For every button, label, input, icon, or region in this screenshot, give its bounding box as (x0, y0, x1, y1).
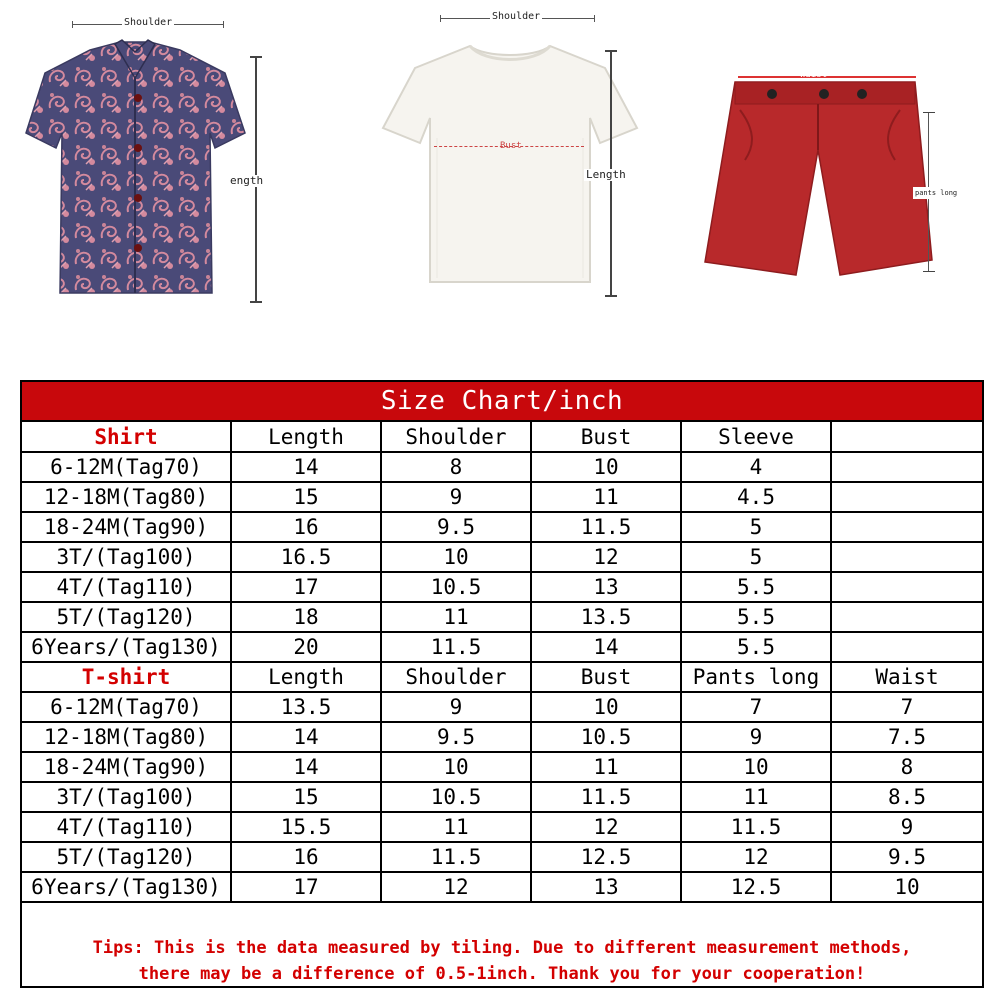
table-cell: 14 (231, 752, 381, 782)
tshirt-illustration (375, 38, 645, 288)
table-cell: 12 (681, 842, 831, 872)
table-cell: 14 (531, 632, 681, 662)
column-header: Shoulder (381, 422, 531, 452)
table-cell: 9.5 (381, 722, 531, 752)
table-row (22, 842, 982, 872)
table-cell: 9 (381, 692, 531, 722)
table-cell: 7 (681, 692, 831, 722)
tshirt-bust-label: Bust (500, 141, 522, 151)
size-label-cell: 5T/(Tag120) (22, 602, 231, 632)
table-row (22, 482, 982, 512)
table-cell: 17 (231, 572, 381, 602)
table-cell: 10 (381, 752, 531, 782)
size-chart-title-bar (22, 382, 982, 422)
table-cell: 10 (831, 872, 982, 902)
table-cell: 13 (531, 872, 681, 902)
table-row (22, 572, 982, 602)
table-cell: 18 (231, 602, 381, 632)
table-row (22, 752, 982, 782)
table-cell: 16 (231, 842, 381, 872)
table-cell: 11.5 (681, 812, 831, 842)
shorts-pantslong-label: pants long (915, 189, 958, 197)
table-cell: 10 (381, 542, 531, 572)
column-header: Pants long (681, 662, 831, 692)
table-cell (831, 452, 982, 482)
table-cell: 5.5 (681, 632, 831, 662)
table-cell: 4 (681, 452, 831, 482)
size-label-cell: 12-18M(Tag80) (22, 482, 231, 512)
table-cell: 5.5 (681, 602, 831, 632)
table-cell: 9.5 (831, 842, 982, 872)
shorts-illustration (700, 70, 935, 290)
table-cell: 13.5 (531, 602, 681, 632)
shirt-length-label: ength (230, 174, 264, 187)
size-label-cell: 12-18M(Tag80) (22, 722, 231, 752)
table-cell: 11 (381, 812, 531, 842)
table-cell: 12.5 (531, 842, 681, 872)
table-cell: 11.5 (531, 512, 681, 542)
column-header: Waist (831, 662, 982, 692)
table-row (22, 452, 982, 482)
table-cell: 16 (231, 512, 381, 542)
table-cell: 11 (381, 602, 531, 632)
table-cell: 13.5 (231, 692, 381, 722)
table-cell: 5 (681, 512, 831, 542)
table-cell: 16.5 (231, 542, 381, 572)
table-cell (831, 572, 982, 602)
size-label-cell: 6-12M(Tag70) (22, 452, 231, 482)
table-cell: 11.5 (381, 842, 531, 872)
table-cell: 17 (231, 872, 381, 902)
shorts-waist-label: Waist (800, 70, 828, 80)
table-cell: 13 (531, 572, 681, 602)
table-cell: 11 (531, 752, 681, 782)
size-table (22, 422, 982, 903)
table-row (22, 782, 982, 812)
table-cell (831, 512, 982, 542)
column-header: Length (231, 662, 381, 692)
size-label-cell: 3T/(Tag100) (22, 542, 231, 572)
table-cell: 15.5 (231, 812, 381, 842)
size-chart (20, 380, 984, 988)
table-cell: 10.5 (381, 782, 531, 812)
column-header: Bust (531, 422, 681, 452)
table-cell: 12 (381, 872, 531, 902)
table-cell: 8 (381, 452, 531, 482)
column-header: Length (231, 422, 381, 452)
table-cell: 9 (831, 812, 982, 842)
table-cell: 15 (231, 482, 381, 512)
shirt-shoulder-label: Shoulder (124, 17, 173, 28)
shirt-section-label: Shirt (22, 422, 231, 452)
table-cell: 11.5 (531, 782, 681, 812)
table-cell: 15 (231, 782, 381, 812)
table-cell (831, 602, 982, 632)
size-label-cell: 6Years/(Tag130) (22, 872, 231, 902)
tips-line-2: there may be a difference of 0.5-1inch. Thank you for your cooperation! (138, 964, 866, 984)
table-cell: 10 (681, 752, 831, 782)
tshirt-image (375, 38, 645, 288)
table-row (22, 632, 982, 662)
shirt-image (20, 38, 250, 308)
table-cell: 10.5 (381, 572, 531, 602)
shirt-header-row (22, 422, 982, 452)
table-cell: 10 (531, 452, 681, 482)
table-cell: 5.5 (681, 572, 831, 602)
table-row (22, 602, 982, 632)
shorts-image (700, 70, 935, 290)
table-cell: 8 (831, 752, 982, 782)
table-cell: 11 (681, 782, 831, 812)
table-row (22, 812, 982, 842)
tshirt-section-label: T-shirt (22, 662, 231, 692)
column-header: Shoulder (381, 662, 531, 692)
table-cell: 12.5 (681, 872, 831, 902)
shirt-illustration (20, 38, 250, 308)
tips-line-1: Tips: This is the data measured by tiling. Due to different measurement methods, (92, 938, 912, 958)
column-header: Bust (531, 662, 681, 692)
tshirt-shoulder-label: Shoulder (492, 11, 541, 22)
table-cell: 11.5 (381, 632, 531, 662)
column-header (831, 422, 982, 452)
table-cell: 14 (231, 452, 381, 482)
table-cell: 10.5 (531, 722, 681, 752)
tshirt-header-row (22, 662, 982, 692)
table-cell: 14 (231, 722, 381, 752)
size-label-cell: 5T/(Tag120) (22, 842, 231, 872)
column-header: Sleeve (681, 422, 831, 452)
tips-note (22, 935, 982, 986)
table-row (22, 722, 982, 752)
table-cell: 20 (231, 632, 381, 662)
size-label-cell: 3T/(Tag100) (22, 782, 231, 812)
size-label-cell: 18-24M(Tag90) (22, 752, 231, 782)
table-cell: 12 (531, 812, 681, 842)
table-cell: 10 (531, 692, 681, 722)
size-label-cell: 6Years/(Tag130) (22, 632, 231, 662)
table-cell: 4.5 (681, 482, 831, 512)
table-cell (831, 632, 982, 662)
table-row (22, 542, 982, 572)
table-cell (831, 482, 982, 512)
table-row (22, 872, 982, 902)
size-label-cell: 4T/(Tag110) (22, 572, 231, 602)
size-label-cell: 18-24M(Tag90) (22, 512, 231, 542)
size-label-cell: 4T/(Tag110) (22, 812, 231, 842)
table-cell (831, 542, 982, 572)
table-cell: 11 (531, 482, 681, 512)
table-cell: 8.5 (831, 782, 982, 812)
table-cell: 9 (381, 482, 531, 512)
table-cell: 5 (681, 542, 831, 572)
table-cell: 9 (681, 722, 831, 752)
tshirt-length-label: Length (586, 168, 626, 181)
size-chart-title: Size Chart/inch (380, 386, 624, 416)
table-cell: 7.5 (831, 722, 982, 752)
table-cell: 7 (831, 692, 982, 722)
table-cell: 9.5 (381, 512, 531, 542)
size-label-cell: 6-12M(Tag70) (22, 692, 231, 722)
table-row (22, 512, 982, 542)
table-cell: 12 (531, 542, 681, 572)
table-row (22, 692, 982, 722)
